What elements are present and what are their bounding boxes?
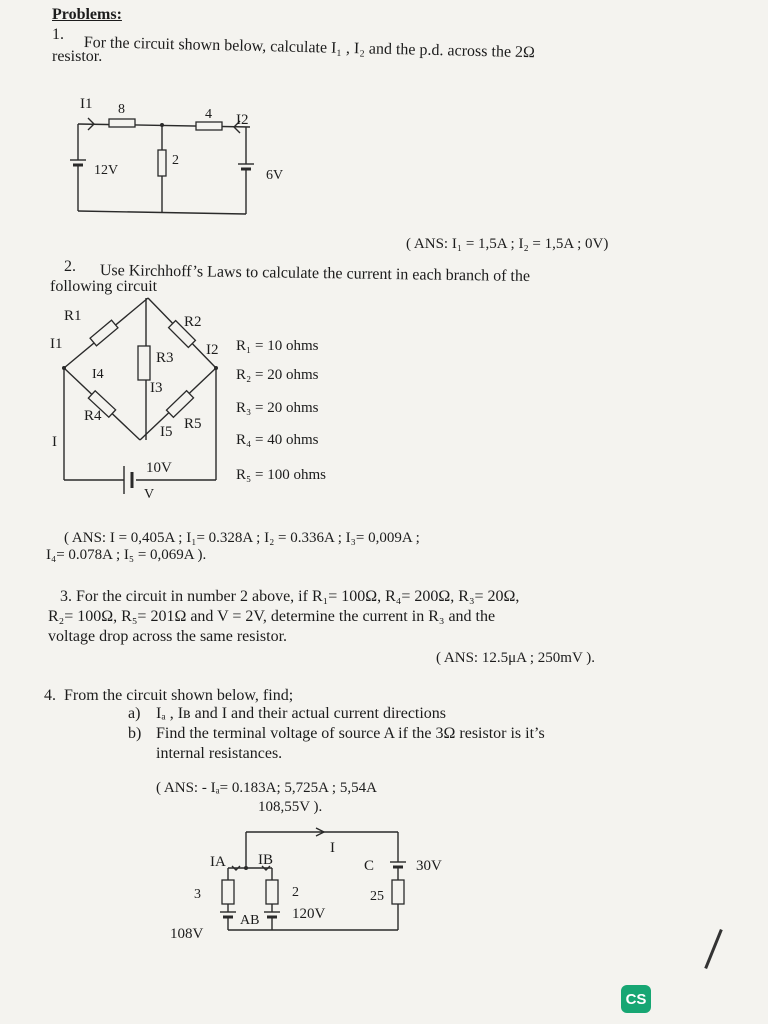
r-value-2: R₂ = 20 ohms [236,367,319,383]
c2-label-i2: I2 [206,342,219,358]
problem-3-line1: For the circuit in number 2 above, if R₁= 100Ω, R₄= 200Ω, R₃= 20Ω, [76,588,520,605]
problem-3-line2: R₂= 100Ω, R₅= 201Ω and V = 2V, determine the current in R₃ and the [48,608,496,625]
c4-label-120v: 120V [292,906,326,922]
r-value-1: R₁ = 10 ohms [236,338,319,354]
problem-4-line1: From the circuit shown below, find; [64,687,294,704]
c1-label-r4: 4 [205,107,212,122]
c1-label-12v: 12V [94,163,119,178]
c1-label-r2: 2 [172,153,179,168]
problem-4-b-text: Find the terminal voltage of source A if the 3Ω resistor is it’s [156,725,545,742]
problem-2-answer-line1: ( ANS: I = 0,405A ; I₁= 0.328A ; I₂ = 0.336A ; I₃= 0,009A ; [64,530,420,546]
problem-3-answer: ( ANS: 12.5μA ; 250mV ). [436,650,596,666]
c1-label-i2: I2 [236,112,249,128]
problem-3-line3: voltage drop across the same resistor. [48,628,288,645]
c4-label-c: C [364,858,375,874]
problem-2-answer-line2: I₄= 0.078A ; I₅ = 0,069A ). [46,547,207,563]
c2-label-r1: R1 [64,308,82,324]
c4-label-i: I [330,840,335,856]
c2-label-i3: I3 [150,380,163,396]
c2-label-i: I [52,434,57,450]
page-heading: Problems: [52,6,122,23]
c2-label-i4: I4 [92,367,104,382]
c2-label-r2: R2 [184,314,202,330]
problem-1-line1: For the circuit shown below, calculate I₁ , I₂ and the p.d. across the 2Ω [83,34,536,62]
c4-label-ab: AB [240,913,260,928]
c2-label-10v: 10V [146,460,172,476]
r-value-5: R₅ = 100 ohms [236,467,326,483]
c2-label-i5: I5 [160,424,173,440]
problem-3-number: 3. [60,588,72,605]
problem-2-line2: following circuit [50,278,158,295]
r-value-3: R₃ = 20 ohms [236,400,319,416]
problem-4-a-label: a) [128,705,141,722]
problem-4-answer-line1: ( ANS: - Iₐ= 0.183A; 5,725A ; 5,54A [156,780,377,796]
c4-label-ia: IA [210,854,226,870]
problem-4-b-text2: internal resistances. [156,745,283,762]
problem-2-number: 2. [64,258,76,275]
problem-4-b-label: b) [128,725,142,742]
problem-4-number: 4. [44,687,56,704]
c2-label-r5: R5 [184,416,202,432]
r-value-4: R₄ = 40 ohms [236,432,319,448]
c4-label-30v: 30V [416,858,442,874]
problem-1-line2: resistor. [52,48,103,65]
problem-2-line1: Use Kirchhoff’s Laws to calculate the current in each branch of the [99,262,531,286]
c4-label-r2: 2 [292,885,299,900]
c4-label-108v: 108V [170,926,204,942]
c4-label-r25: 25 [370,889,384,904]
c2-label-i1: I1 [50,336,63,352]
c2-label-r3: R3 [156,350,174,366]
c1-label-r8: 8 [118,102,125,117]
c2-label-r4: R4 [84,408,102,424]
c2-label-v: V [144,487,155,502]
problem-4-answer-line2: 108,55V ). [258,799,323,815]
c4-label-ib: IB [258,852,273,868]
c1-label-i1: I1 [80,96,93,112]
c1-label-6v: 6V [266,168,284,183]
camscanner-badge: CS [621,985,651,1013]
problem-1-answer: ( ANS: I₁ = 1,5A ; I₂ = 1,5A ; 0V) [406,236,609,252]
problem-1-number: 1. [52,26,64,43]
c4-label-r3: 3 [194,887,201,902]
problem-4-a-text: Iₐ , Iʙ and I and their actual current directions [156,705,447,722]
